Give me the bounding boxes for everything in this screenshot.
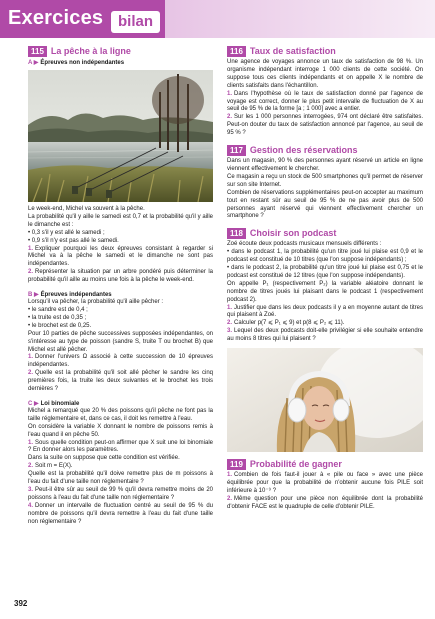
bullet-118-p2: • dans le podcast 1, la probabilité qu'un titre joué lui plaise est 0,9 et le podcast est constitué de 10 titres (que l'on suppose indépendants) ; [227,249,423,265]
page-number: 392 [14,599,28,608]
exercise-118-heading [227,228,423,239]
text-a2: La probabilité qu'il y aille le samedi est 0,7 et la probabilité qu'il y aille le dimanche est : [28,213,213,228]
bilan-badge: bilan [111,11,160,33]
part-title: Épreuves non indépendantes [40,60,125,66]
girl-headphones-photo [227,348,423,452]
bullet-a4: • 0,9 s'il n'y est pas allé le samedi. [28,238,213,246]
question-c1: 1. Sous quelle condition peut-on affirmer que X suit une loi binomiale ? En donner alors les paramètres. [28,439,213,454]
page-header [0,0,435,38]
question-119-1: 1. Combien de fois faut-il jouer à « pile ou face » avec une pièce équilibrée pour que la probabilité de n'obtenir aucune fois PILE soit inférieure à 10⁻⁹ ? [227,472,423,494]
exercise-115-heading [28,46,213,57]
question-116-2: 2. Sur les 1 000 personnes interrogées, 974 ont déclaré être satisfaites. Peut-on douter du taux de satisfaction annoncé par l'agence, au seuil de 95 % ? [227,114,423,137]
exercise-title: La pêche à la ligne [50,46,131,56]
question-118-1: 1. Justifier que dans les deux podcasts il y a en moyenne autant de titres qui plaisent à Zoé. [227,304,423,319]
bullet-b3: • la truite est de 0,35 ; [28,315,213,323]
question-b1: 1. Donner l'univers Ω associé à cette succession de 10 épreuves indépendantes. [28,354,213,369]
fishing-lake-illustration [28,70,213,202]
part-title: Loi binomiale [40,400,80,407]
exercise-number: 116 [227,46,246,57]
text-117-p3: Combien de réservations supplémentaires peut-on accepter au maximum tout en restant sûr au seuil de 95 % de ne pas avoir plus de 500 personnes ayant réservé qui viennent effectivement chercher un smartphone ? [227,189,423,220]
exercise-title: Probabilité de gagner [249,459,342,470]
exercise-title: Gestion des réservations [249,145,358,156]
question-119-2: 2. Même question pour une pièce non équilibrée dont la probabilité d'obtenir FACE est le quadruple de celle d'obtenir PILE. [227,495,423,510]
fishing-lake-photo [28,70,213,202]
text-c4: Dans la suite on suppose que cette condition est vérifiée. [28,455,180,462]
question-b2: 2. Quelle est la probabilité qu'il soit allé pêcher le sandre les cinq premières fois, la truite les deux suivantes et le brochet les trois dernières ? [28,370,213,393]
bullet-118-p3: • dans le podcast 2, la probabilité qu'un titre joué lui plaise est 0,75 et le podcast est constitué de 12 titres (que l'on suppose indépendants). [227,265,423,281]
text-117-p2: Ce magasin a reçu un stock de 500 smartphones qu'il permet de réserver sur son site Internet. [227,173,423,188]
text-117-p1: Dans un magasin, 90 % des personnes ayant réservé un article en ligne viennent effectivement le chercher. [227,158,423,172]
page-title: Exercices [8,7,104,29]
text-b1: Lorsqu'il va pêcher, la probabilité qu'il aille pêcher : [28,299,164,306]
text-b5: Pour 10 parties de pêche successives supposées indépendantes, on s'intéresse au type de poisson (sandre S, truite T ou brochet B) que Michel est allé pêcher. [28,330,213,353]
part-c-heading [28,400,213,408]
question-c3: 3. Peut-il être sûr au seuil de 99 % qu'il devra remettre moins de 20 poissons à l'eau du fait d'une taille non réglementaire ? [28,487,213,501]
exercise-119-heading [227,459,423,470]
question-a2: 2. Représenter la situation par un arbre pondéré puis déterminer la probabilité qu'il aille au moins une fois à la pêche le week-end. [28,269,213,284]
text-c1: Michel a remarqué que 20 % des poissons qu'il pêche ne font pas la taille réglementaire et, dans ce cas, il doit les remettre à l'eau. [28,407,213,422]
text-c6: Quelle est la probabilité qu'il doive remettre plus de m poissons à l'eau du fait d'une taille non réglementaire ? [28,471,213,486]
left-column [28,46,213,527]
text-118-p1: Zoé écoute deux podcasts musicaux mensuels différents : [227,241,382,248]
question-116-1: 1. Dans l'hypothèse où le taux de satisfaction donné par l'agence de voyage est correct, donner le plus petit intervalle de fluctuation de X au seuil de 95 % de la forme [a ; 1 000] avec a entier. [227,90,423,113]
bullet-a3: • 0,3 s'il y est allé le samedi ; [28,230,213,238]
exercise-number: 119 [227,459,246,470]
part-a-heading [28,59,213,67]
question-118-3: 3. Lequel des deux podcasts doit-elle privilégier si elle souhaite entendre au moins 8 titres qui lui plaisent ? [227,328,423,343]
part-b-heading [28,291,213,299]
exercise-title: Taux de satisfaction [249,46,336,56]
question-c4: 4. Donner un intervalle de fluctuation centré au seuil de 95 % du nombre de poissons qu'il devra remettre à l'eau du fait d'une taille non réglementaire ? [28,502,213,525]
exercise-title: Choisir son podcast [249,228,337,239]
exercise-number: 115 [28,46,47,57]
text-a1: Le week-end, Michel va souvent à la pêche. [28,206,145,212]
text-118-p4: On appelle P₁ (respectivement P₂) la variable aléatoire donnant le nombre de titres joués lui plaisant dans le podcast 1 (respectivement podcast 2). [227,280,423,303]
question-a1: 1. Expliquer pourquoi les deux épreuves consistant à regarder si Michel va à la pêche le samedi et le dimanche ne sont pas indépendantes. [28,245,213,268]
text-c2: On considère la variable X donnant le nombre de poissons remis à l'eau quand il en pêche 50. [28,423,213,438]
part-marker: C ▶ [28,400,39,407]
part-marker: A ▶ [28,60,39,66]
question-c2: 2. Soit m = E(X). [28,463,73,470]
exercise-116-heading [227,46,423,57]
question-118-2: 2. Calculer p(7 ⩽ P₁ ⩽ 9) et p(8 ⩽ P₂ ⩽ 11). [227,320,345,327]
part-title: Épreuves indépendantes [40,292,112,299]
bullet-b4: • le brochet est de 0,25. [28,323,213,331]
bullet-b2: • le sandre est de 0,4 ; [28,307,213,315]
text-116-p1: Une agence de voyages annonce un taux de satisfaction de 98 %. Un organisme indépendant interroge 1 000 clients de cette société. On suppose tous ces clients indépendants et on appelle X le nombre de clients satisfaits dans l'échantillon. [227,59,423,89]
exercise-117-heading [227,145,423,156]
right-column [227,46,423,512]
exercise-number: 117 [227,145,246,156]
part-marker: B ▶ [28,292,39,299]
exercise-number: 118 [227,228,246,239]
girl-headphones-illustration [227,348,423,452]
